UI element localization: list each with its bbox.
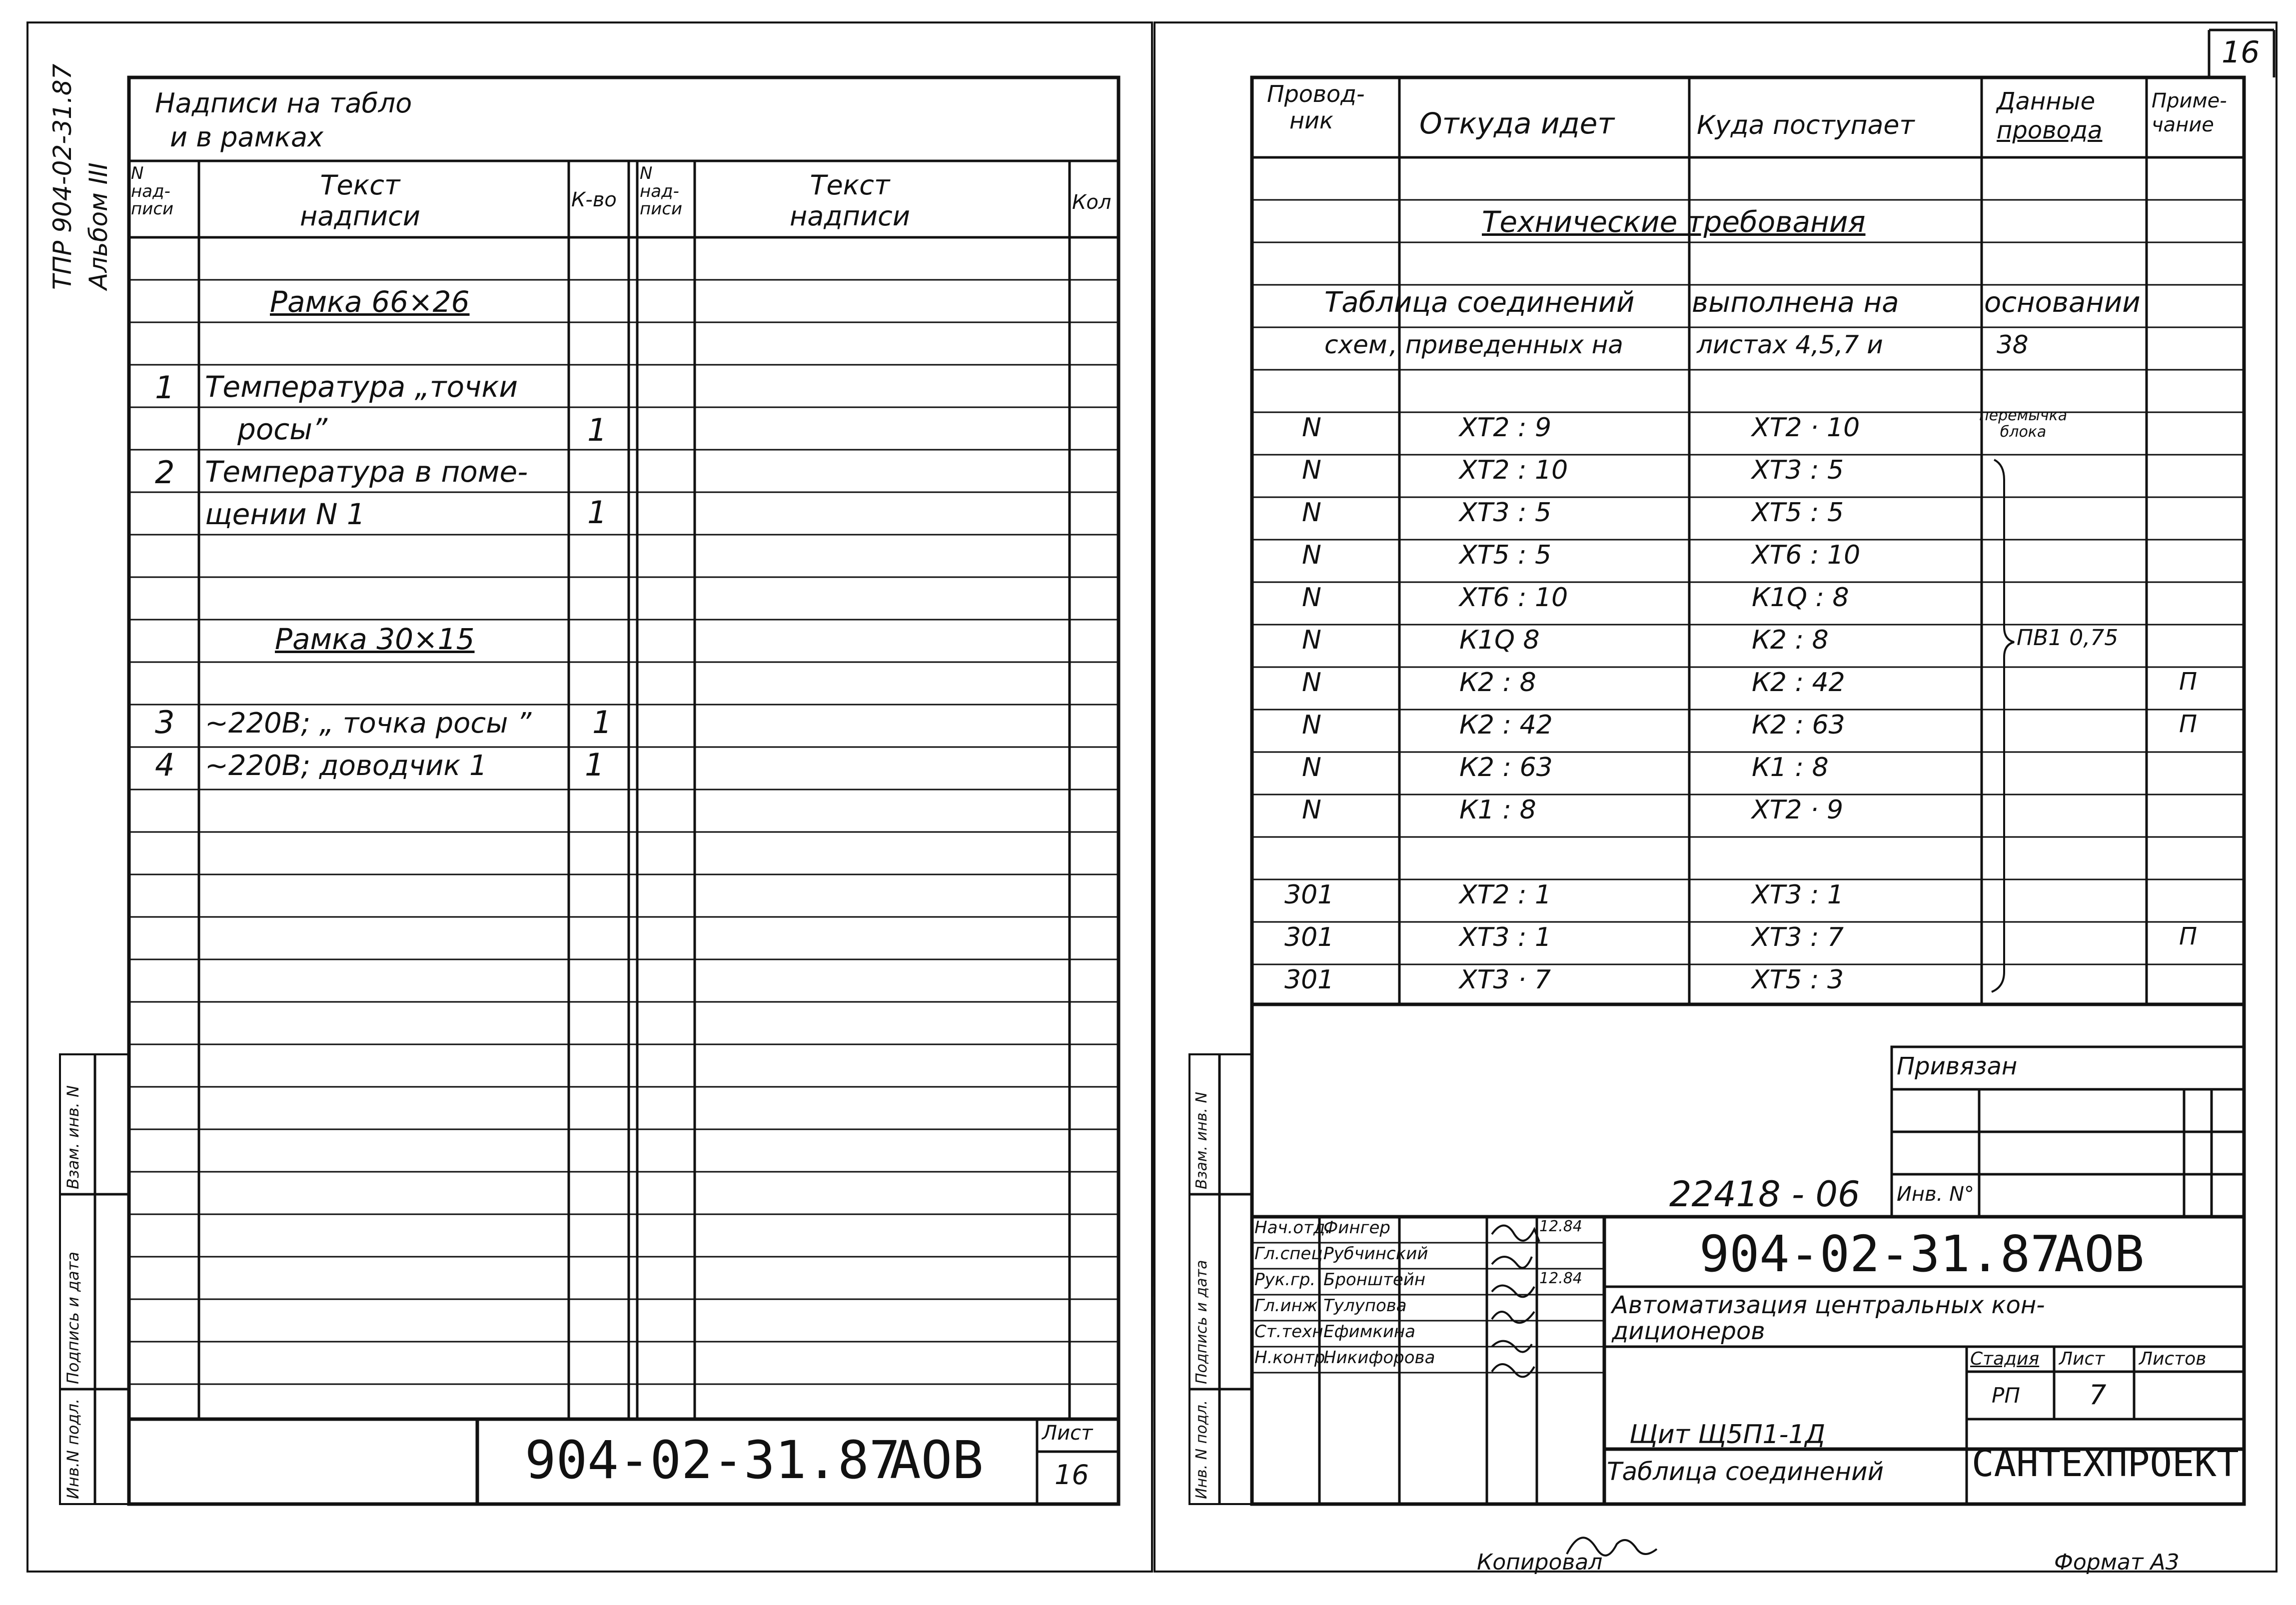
format-label: Формат А3 <box>2054 1550 2180 1575</box>
table-title-line2: и в рамках <box>170 121 324 153</box>
staff-name: Бронштейн <box>1323 1270 1426 1290</box>
conn-to: К1Q : 8 <box>1752 583 1849 613</box>
doc-code: 904-02-31.87 <box>525 1430 901 1491</box>
conn-conductor: N <box>1302 413 1321 443</box>
sheet-title: Таблица соединений <box>1607 1457 1884 1486</box>
conn-to: ХТ6 : 10 <box>1752 540 1861 570</box>
note-part: 38 <box>1997 330 2029 359</box>
conn-conductor: 301 <box>1284 965 1334 995</box>
sheet-no: 7 <box>2089 1379 2107 1411</box>
staff-role: Н.контр. <box>1254 1348 1331 1368</box>
row-text: щении N 1 <box>205 497 365 531</box>
conn-conductor: N <box>1302 498 1321 528</box>
staff-role: Рук.гр. <box>1254 1270 1316 1290</box>
row-text: росы” <box>237 412 328 446</box>
table-title-line1: Надписи на табло <box>155 87 412 119</box>
conn-note: П <box>2179 668 2198 696</box>
staff-date: 12.84 <box>1539 1218 1582 1235</box>
doc-code: 904-02-31.87 <box>1699 1225 2061 1283</box>
note-part: схем <box>1324 330 1387 359</box>
conn-conductor: N <box>1302 455 1321 485</box>
note-part: Таблица соединений <box>1324 286 1635 319</box>
organization: САНТЕХПРОЕКТ <box>1972 1442 2239 1485</box>
stage-value: РП <box>1992 1383 2020 1408</box>
sheet-number: 16 <box>1055 1459 1089 1491</box>
doc-suffix: АОВ <box>2054 1225 2145 1283</box>
conn-wire-data: ПВ1 0,75 <box>2017 625 2119 651</box>
conn-conductor: N <box>1302 625 1321 655</box>
row-num: 4 <box>155 747 175 783</box>
sheets-label: Листов <box>2139 1349 2207 1369</box>
conn-conductor: 301 <box>1284 922 1334 952</box>
conn-conductor: N <box>1302 668 1321 698</box>
stamp-replaced-inv: Взам. инв. N <box>1193 1092 1210 1189</box>
staff-name: Ефимкина <box>1323 1322 1415 1342</box>
conn-from: К2 : 8 <box>1459 668 1536 698</box>
stamp-replaced-inv: Взам. инв. N <box>63 1085 82 1189</box>
conn-to: ХТ2 · 9 <box>1752 795 1844 825</box>
header-conductor: Провод- ник <box>1267 80 1365 134</box>
side-title: ТПР 904-02-31.87 <box>48 63 77 290</box>
staff-role: Гл.инж. <box>1254 1296 1323 1316</box>
conn-from: ХТ6 : 10 <box>1459 583 1568 613</box>
header-text: Текст надписи <box>300 169 420 232</box>
conn-from: ХТ3 · 7 <box>1459 965 1551 995</box>
row-text: ~220В; доводчик 1 <box>205 750 487 782</box>
stamp-inv-orig: Инв. N подл. <box>1193 1400 1210 1499</box>
header-from: Откуда идет <box>1419 106 1615 140</box>
row-qty: 1 <box>585 747 605 783</box>
staff-role: Ст.техн. <box>1254 1322 1329 1342</box>
conn-to: К2 : 8 <box>1752 625 1829 655</box>
conn-from: К1 : 8 <box>1459 795 1536 825</box>
staff-role: Гл.спец. <box>1254 1244 1328 1264</box>
conn-from: К2 : 63 <box>1459 753 1553 783</box>
conn-conductor: N <box>1302 795 1321 825</box>
conn-to: ХТ3 : 5 <box>1752 455 1844 485</box>
note-part: основании <box>1984 286 2141 319</box>
conn-to: К1 : 8 <box>1752 753 1829 783</box>
staff-date: 12.84 <box>1539 1270 1582 1287</box>
header-num-2: N над- писи <box>640 163 683 219</box>
staff-name: Тулупова <box>1323 1296 1407 1316</box>
page-number: 16 <box>2222 35 2260 70</box>
header-qty: К-во <box>571 188 617 211</box>
note-part: , приведенных на <box>1389 330 1623 359</box>
panel-name: Щит Щ5П1-1Д <box>1629 1420 1826 1450</box>
sheet-label: Лист <box>2059 1349 2105 1369</box>
inventory-number: 22418 - 06 <box>1669 1174 1860 1215</box>
stamp-inv-orig: Инв.N подл. <box>63 1398 82 1499</box>
conn-from: ХТ2 : 1 <box>1459 880 1552 910</box>
conn-to: ХТ5 : 5 <box>1752 498 1844 528</box>
note-part: листах 4,5,7 и <box>1697 330 1883 359</box>
conn-from: ХТ2 : 10 <box>1459 455 1568 485</box>
header-num: N над- писи <box>131 163 174 219</box>
header-qty-2: Кол <box>1072 191 1112 214</box>
row-text: Температура в поме- <box>205 455 528 489</box>
conn-conductor: N <box>1302 753 1321 783</box>
side-album: Альбом III <box>84 162 113 290</box>
conn-to: ХТ3 : 1 <box>1752 880 1844 910</box>
row-qty: 1 <box>592 704 612 741</box>
conn-conductor: N <box>1302 710 1321 740</box>
conn-to: К2 : 63 <box>1752 710 1845 740</box>
header-note: Приме- чание <box>2152 89 2227 136</box>
sheet-label: Лист <box>1042 1422 1093 1445</box>
stamp-signature-date: Подпись и дата <box>63 1251 82 1384</box>
conn-to: К2 : 42 <box>1752 668 1845 698</box>
conn-to: ХТ3 : 7 <box>1752 922 1844 952</box>
frame-30x15: Рамка 30×15 <box>275 622 475 656</box>
row-num: 2 <box>155 454 175 491</box>
row-qty: 1 <box>587 494 607 531</box>
conn-conductor: N <box>1302 583 1321 613</box>
row-text: ~220В; „ точка росы ” <box>205 707 532 740</box>
stamp-signature-date: Подпись и дата <box>1193 1260 1210 1384</box>
header-text-2: Текст надписи <box>790 169 910 232</box>
conn-from: ХТ3 : 1 <box>1459 922 1552 952</box>
linked-label: Привязан <box>1897 1052 2018 1080</box>
conn-from: ХТ5 : 5 <box>1459 540 1552 570</box>
row-num: 1 <box>155 369 175 406</box>
row-num: 3 <box>155 704 175 741</box>
conn-from: ХТ2 : 9 <box>1459 413 1552 443</box>
conn-from: К2 : 42 <box>1459 710 1553 740</box>
doc-suffix: АОВ <box>890 1430 984 1491</box>
project-title-1: Автоматизация центральных кон- <box>1612 1291 2045 1319</box>
copied-label: Копировал <box>1477 1550 1603 1575</box>
conn-note: П <box>2179 710 2198 738</box>
conn-note: П <box>2179 922 2198 950</box>
staff-role: Нач.отд. <box>1254 1218 1331 1238</box>
conn-to: ХТ5 : 3 <box>1752 965 1844 995</box>
staff-name: Рубчинский <box>1323 1244 1428 1264</box>
header-to: Куда поступает <box>1697 110 1915 140</box>
staff-name: Фингер <box>1323 1218 1390 1238</box>
jumper-note: перемычка блока <box>1979 407 2068 441</box>
conn-to: ХТ2 · 10 <box>1752 413 1860 443</box>
row-qty: 1 <box>587 412 607 448</box>
tech-requirements: Технические требования <box>1482 205 1866 239</box>
conn-conductor: 301 <box>1284 880 1334 910</box>
frame-66x26: Рамка 66×26 <box>270 285 470 319</box>
inventory-label: Инв. N° <box>1897 1183 1974 1206</box>
conn-from: К1Q 8 <box>1459 625 1540 655</box>
header-data: Данные провода <box>1997 87 2103 144</box>
conn-from: ХТ3 : 5 <box>1459 498 1552 528</box>
row-text: Температура „точки <box>205 370 518 404</box>
project-title-2: диционеров <box>1612 1317 1765 1345</box>
staff-name: Никифорова <box>1323 1348 1435 1368</box>
stage-label: Стадия <box>1970 1349 2040 1369</box>
note-part: выполнена на <box>1692 286 1899 319</box>
conn-conductor: N <box>1302 540 1321 570</box>
